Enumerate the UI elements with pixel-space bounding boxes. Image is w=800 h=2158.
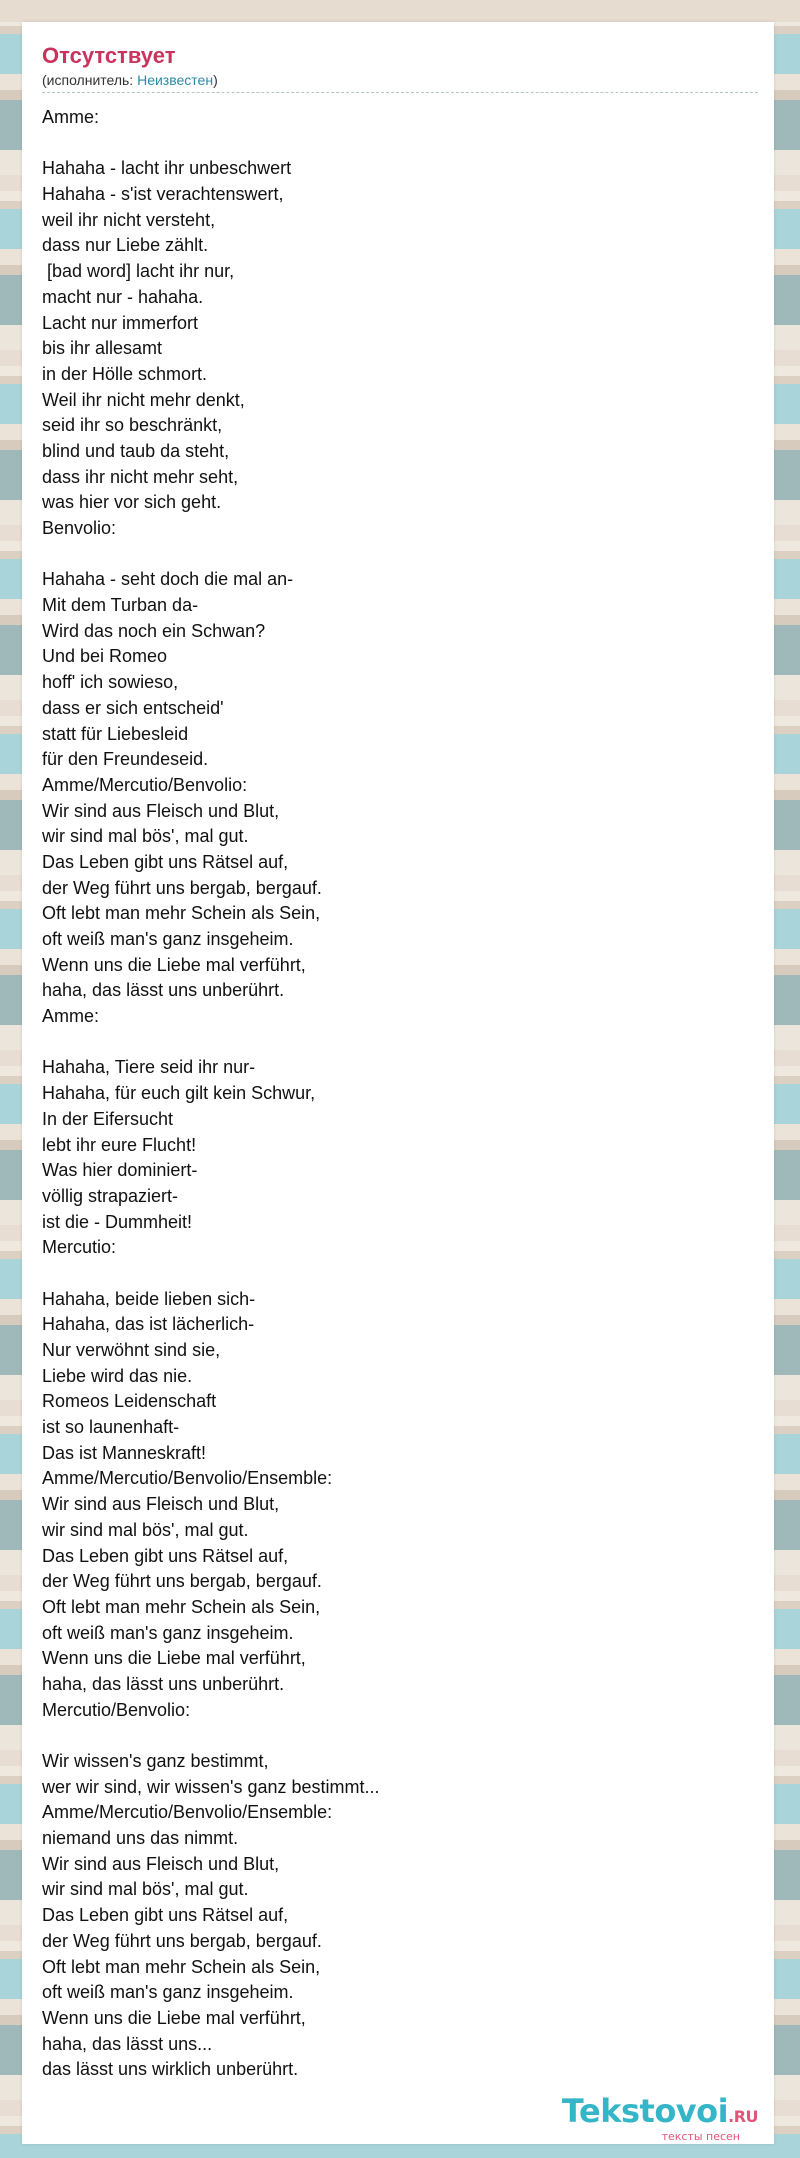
lyrics-line: Und bei Romeo [42,646,168,667]
lyrics-line: Hahaha, beide lieben sich- [42,1288,256,1309]
lyrics-line: Das Leben gibt uns Rätsel auf, [42,1905,289,1926]
lyrics-line: Hahaha - lacht ihr unbeschwert [42,158,292,179]
lyrics-line: wir sind mal bös', mal gut. [42,1519,249,1540]
lyrics-line: der Weg führt uns bergab, bergauf. [42,1930,322,1951]
lyrics-line: dass nur Liebe zählt. [42,235,209,256]
lyrics-line: niemand uns das nimmt. [42,1828,239,1849]
lyrics-line: oft weiß man's ganz insgeheim. [42,1982,294,2003]
lyrics-line: Wenn uns die Liebe mal verführt, [42,954,306,975]
lyrics-line: haha, das lässt uns unberührt. [42,980,285,1001]
song-header [42,42,778,89]
lyrics-line: Hahaha - s'ist verachtenswert, [42,184,284,205]
lyrics-line: haha, das lässt uns... [42,2033,213,2054]
lyrics-line: Wir sind aus Fleisch und Blut, [42,1494,280,1515]
lyrics-line: Mit dem Turban da- [42,595,199,616]
lyrics-line: seid ihr so beschränkt, [42,415,223,436]
artist-link[interactable]: Неизвестен [137,72,214,88]
lyrics-line: Wenn uns die Liebe mal verführt, [42,1648,306,1669]
lyrics-line: Wir wissen's ganz bestimmt, [42,1751,269,1771]
lyrics-blank-line [42,1261,758,1287]
lyrics-line: ist so launenhaft- [42,1417,180,1438]
lyrics-line: Amme/Mercutio/Benvolio/Ensemble: [42,1802,333,1823]
lyrics-line: lebt ihr eure Flucht! [42,1134,197,1155]
logo-tld: .RU [728,2107,758,2126]
lyrics-line: Wird das noch ein Schwan? [42,620,266,641]
lyrics-line: dass er sich entscheid' [42,697,224,718]
lyrics-line: der Weg führt uns bergab, bergauf. [42,877,322,898]
lyrics-text [42,105,758,2083]
lyrics-line: völlig strapaziert- [42,1185,179,1206]
lyrics-line: In der Eifersucht [42,1108,174,1129]
lyrics-line: für den Freundeseid. [42,749,209,770]
lyrics-blank-line [42,1030,758,1056]
lyrics-line: der Weg führt uns bergab, bergauf. [42,1571,322,1592]
lyrics-blank-line [42,131,758,157]
lyrics-line: Das Leben gibt uns Rätsel auf, [42,1545,289,1566]
song-title: Отсутствует [42,43,176,68]
lyrics-line: ist die - Dummheit! [42,1211,193,1232]
lyrics-line: Wir sind aus Fleisch und Blut, [42,1853,280,1874]
lyrics-line: wir sind mal bös', mal gut. [42,826,249,847]
lyrics-blank-line [42,542,758,568]
lyrics-line: Amme/Mercutio/Benvolio/Ensemble: [42,1468,333,1489]
lyrics-card [22,22,774,2144]
background-top-strip [0,0,800,22]
lyrics-line: Hahaha, für euch gilt kein Schwur, [42,1083,316,1104]
lyrics-line: macht nur - hahaha. [42,286,204,307]
lyrics-line: Oft lebt man mehr Schein als Sein, [42,1596,321,1617]
lyrics-line: Hahaha, Tiere seid ihr nur- [42,1057,256,1078]
logo-wordmark [562,2094,758,2134]
lyrics-line: hoff' ich sowieso, [42,672,179,693]
lyrics-line: Wenn uns die Liebe mal verführt, [42,2007,306,2028]
lyrics-line: Was hier dominiert- [42,1160,198,1181]
lyrics-line: haha, das lässt uns unberührt. [42,1673,285,1694]
lyrics-line: blind und taub da steht, [42,440,230,461]
lyrics-line: oft weiß man's ganz insgeheim. [42,929,294,949]
logo-tagline: тексты песен [661,2130,740,2143]
lyrics-line: Oft lebt man mehr Schein als Sein, [42,1956,321,1977]
lyrics-line: Lacht nur immerfort [42,312,199,333]
lyrics-line: Oft lebt man mehr Schein als Sein, [42,903,321,924]
lyrics-line: Weil ihr nicht mehr denkt, [42,389,245,410]
lyrics-line: Das ist Manneskraft! [42,1442,207,1463]
lyrics-line: Liebe wird das nie. [42,1365,193,1386]
lyrics-line: [bad word] lacht ihr nur, [42,261,235,282]
lyrics-line: Amme/Mercutio/Benvolio: [42,774,248,795]
lyrics-line: wer wir sind, wir wissen's ganz bestimmt... [42,1776,380,1797]
lyrics-line: oft weiß man's ganz insgeheim. [42,1622,294,1643]
lyrics-line: Romeos Leidenschaft [42,1391,217,1412]
lyrics-line: Amme: [42,1006,100,1027]
lyrics-line: bis ihr allesamt [42,338,163,359]
logo-name: Tekstovoi [561,2092,729,2130]
lyrics-line: Amme: [42,107,100,127]
lyrics-line: weil ihr nicht versteht, [42,209,216,230]
lyrics-line: dass ihr nicht mehr seht, [42,466,239,487]
lyrics-line: Mercutio/Benvolio: [42,1699,191,1720]
lyrics-line: in der Hölle schmort. [42,363,208,384]
lyrics-blank-line [42,1723,758,1749]
site-logo[interactable] [562,2094,758,2143]
lyrics-line: Benvolio: [42,518,117,538]
lyrics-line: Nur verwöhnt sind sie, [42,1340,221,1360]
artist-prefix: (исполнитель: [42,72,138,88]
artist-line [42,71,778,89]
lyrics-line: Hahaha, das ist lächerlich- [42,1314,255,1335]
header-divider [42,92,758,93]
lyrics-line: was hier vor sich geht. [42,492,222,513]
artist-suffix: ) [213,72,218,88]
lyrics-line: Wir sind aus Fleisch und Blut, [42,800,280,821]
lyrics-line: Mercutio: [42,1237,117,1258]
lyrics-line: Hahaha - seht doch die mal an- [42,569,294,590]
lyrics-line: wir sind mal bös', mal gut. [42,1879,249,1900]
lyrics-line: das lässt uns wirklich unberührt. [42,2059,299,2080]
lyrics-line: Das Leben gibt uns Rätsel auf, [42,851,289,872]
lyrics-line: statt für Liebesleid [42,723,189,744]
